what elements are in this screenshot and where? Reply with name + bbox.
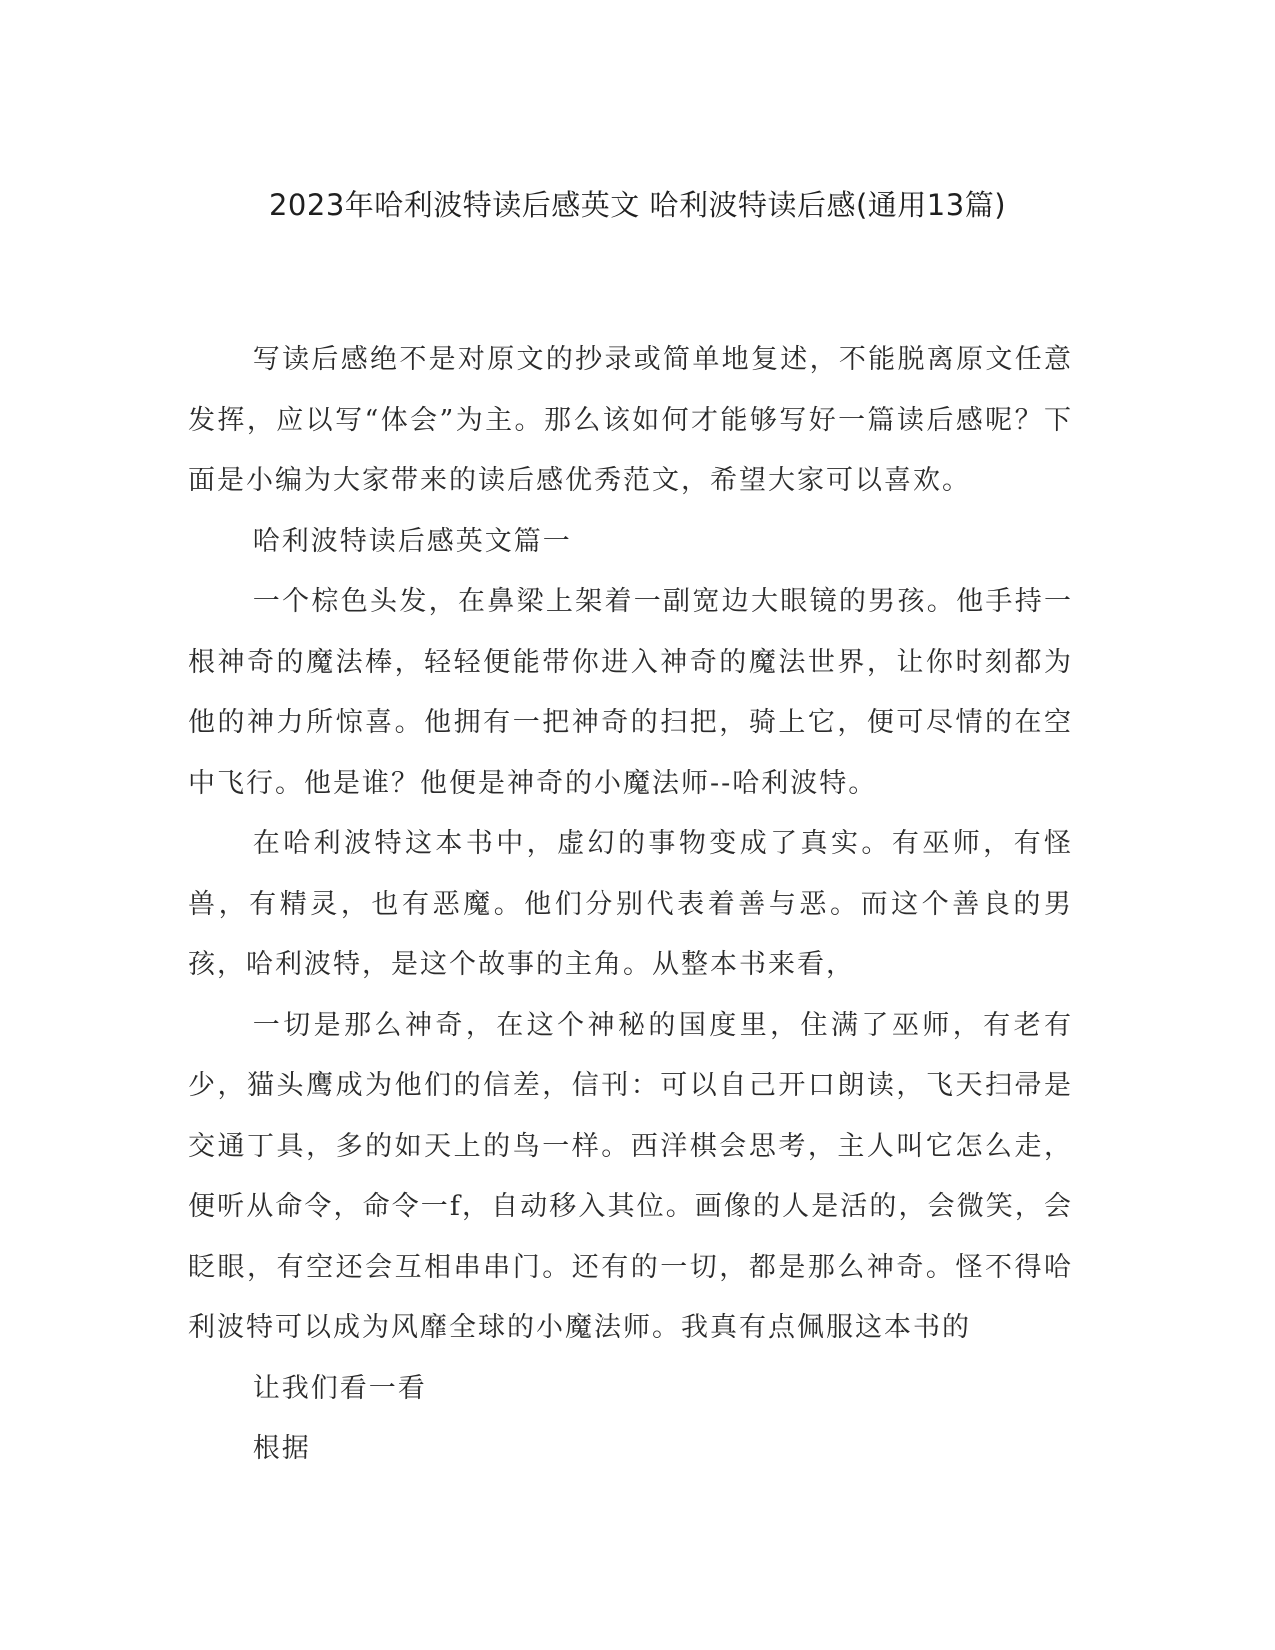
body-paragraph: 让我们看一看 [252,1372,427,1404]
intro-paragraph: 写读后感绝不是对原文的抄录或简单地复述，不能脱离原文任意发挥，应以写“体会”为主。那么该如何才能够写好一篇读后感呢？下面是小编为大家带来的读后感优秀范文，希望大家可以喜欢。 [188,344,1073,496]
body-paragraph: 一个棕色头发，在鼻梁上架着一副宽边大眼镜的男孩。他手持一根神奇的魔法棒，轻轻便能带你进入神奇的魔法世界，让你时刻都为他的神力所惊喜。他拥有一把神奇的扫把，骑上它，便可尽情的在空中飞行。他是谁？他便是神奇的小魔法师--哈利波特。 [188,586,1073,799]
document-title: 2023年哈利波特读后感英文 哈利波特读后感(通用13篇) [268,188,1007,222]
body-paragraph: 根据 [252,1433,311,1464]
body-paragraph: 一切是那么神奇，在这个神秘的国度里，住满了巫师，有老有少，猫头鹰成为他们的信差，信刊：可以自己开口朗读，飞天扫帚是交通丁具，多的如天上的鸟一样。西洋棋会思考，主人叫它怎么走，便听从命令，命令一f，自动移入其位。画像的人是活的，会微笑，会眨眼，有空还会互相串串门。还有的一切，都是那么神奇。怪不得哈利波特可以成为风靡全球的小魔法师。我真有点佩服这本书的 [188,1009,1073,1343]
document-body [188,330,1073,1480]
body-paragraph: 在哈利波特这本书中，虚幻的事物变成了真实。有巫师，有怪兽，有精灵，也有恶魔。他们分别代表着善与恶。而这个善良的男孩，哈利波特，是这个故事的主角。从整本书来看， [188,828,1073,980]
section-heading: 哈利波特读后感英文篇一 [252,525,572,557]
